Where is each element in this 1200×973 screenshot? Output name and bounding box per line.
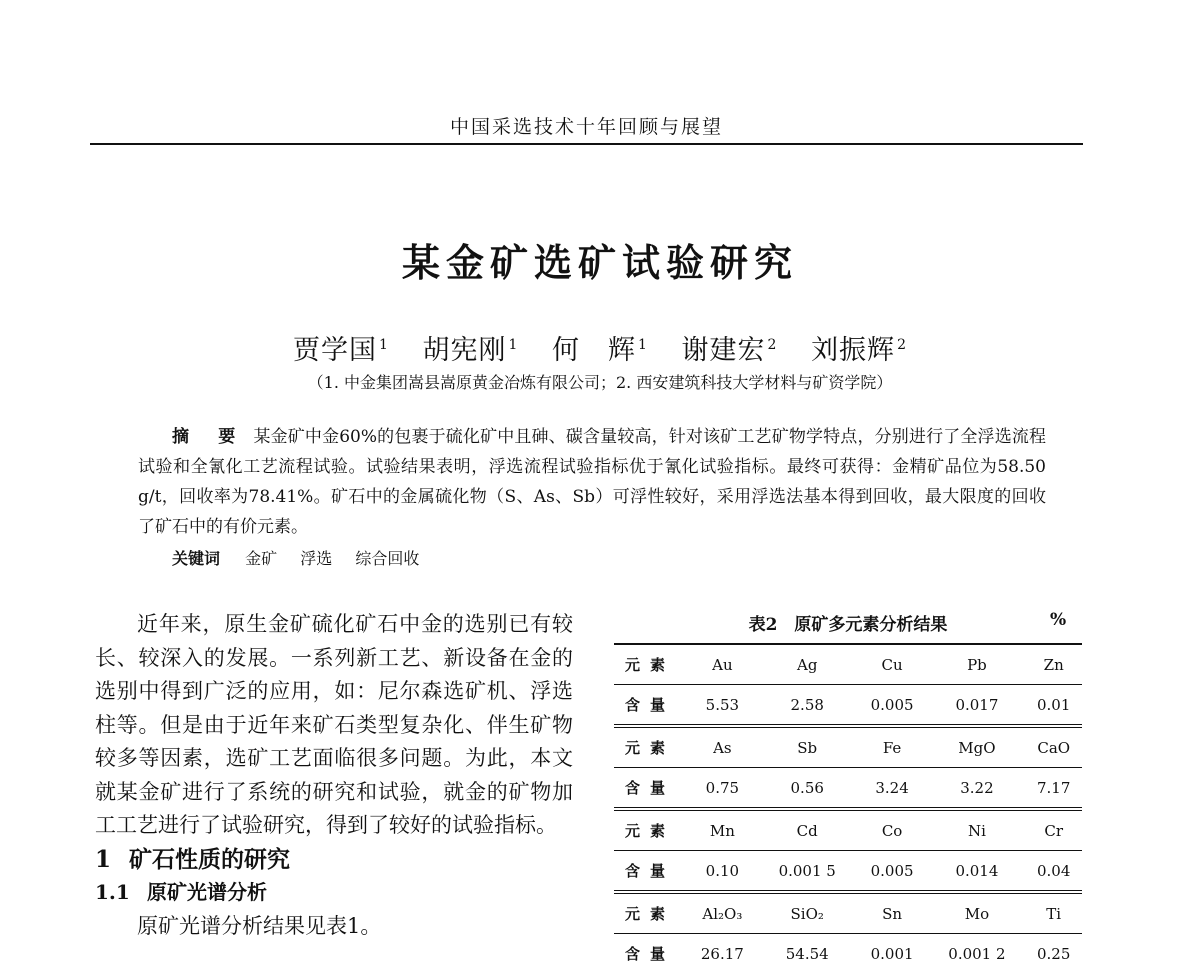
- table-cell: MgO: [928, 726, 1025, 768]
- table-cell: Pb: [928, 644, 1025, 685]
- table-cell: Mo: [928, 892, 1025, 934]
- abstract-label: 摘 要: [172, 427, 241, 447]
- table-cell: Al₂O₃: [686, 892, 759, 934]
- table-cell: Sb: [759, 726, 856, 768]
- keywords-label: 关键词: [172, 549, 220, 568]
- table-cell: 0.005: [856, 851, 929, 893]
- row-label: 元素: [614, 726, 686, 768]
- author-list: [0, 328, 1200, 367]
- paper-title: 某金矿选矿试验研究: [0, 232, 1200, 287]
- author: [552, 335, 648, 366]
- author-name: 刘振辉: [811, 335, 895, 366]
- table-cell: 3.24: [856, 768, 929, 810]
- keywords: [172, 546, 437, 569]
- author: [682, 335, 778, 366]
- table-cell: Au: [686, 644, 759, 685]
- row-label: 含量: [614, 768, 686, 810]
- table-cell: 54.54: [759, 934, 856, 973]
- table-row-values: [614, 851, 1082, 893]
- keyword: 综合回收: [355, 549, 419, 568]
- table-cell: 0.005: [856, 685, 929, 727]
- table-row-elements: [614, 726, 1082, 768]
- affiliations: （1. 中金集团嵩县嵩原黄金冶炼有限公司；2. 西安建筑科技大学材料与矿资学院）: [0, 370, 1200, 393]
- table-cell: 7.17: [1025, 768, 1082, 810]
- author-affiliation-mark: 1: [509, 337, 519, 353]
- abstract-text: 某金矿中金60%的包裹于硫化矿中且砷、碳含量较高，针对该矿工艺矿物学特点，分别进行了全浮选流程试验和全氰化工艺流程试验。试验结果表明，浮选流程试验指标优于氰化试验指标。最终可获得：金精矿品位为58.50 g/t，回收率为78.41%。矿石中的金属硫化物（S、As、Sb）可浮性较好，采用浮选法基本得到回收，最大限度的回收了矿石中的有价元素。: [138, 427, 1046, 537]
- table-cell: Ni: [928, 809, 1025, 851]
- table-row-elements: [614, 809, 1082, 851]
- subsection-title: 原矿光谱分析: [147, 880, 267, 904]
- table-cell: 0.014: [928, 851, 1025, 893]
- author: [293, 335, 389, 366]
- section-title: 矿石性质的研究: [129, 846, 290, 873]
- author: [423, 335, 519, 366]
- row-label: 含量: [614, 685, 686, 727]
- row-label: 元素: [614, 644, 686, 685]
- table-cell: 0.75: [686, 768, 759, 810]
- section-heading: [95, 843, 573, 877]
- table-unit: %: [1050, 610, 1066, 630]
- table-row-values: [614, 768, 1082, 810]
- author-name: 谢建宏: [682, 335, 766, 366]
- running-head: 中国采选技术十年回顾与展望: [90, 112, 1083, 139]
- table-cell: Ag: [759, 644, 856, 685]
- author-affiliation-mark: 2: [768, 337, 778, 353]
- table-cell: 0.001: [856, 934, 929, 973]
- table-cell: 0.01: [1025, 685, 1082, 727]
- table-cell: 2.58: [759, 685, 856, 727]
- keyword: 浮选: [300, 549, 332, 568]
- table-cell: 0.017: [928, 685, 1025, 727]
- section-number: 1: [95, 843, 129, 877]
- subsection-heading: [95, 876, 573, 910]
- table-cell: Mn: [686, 809, 759, 851]
- row-label: 元素: [614, 892, 686, 934]
- table-cell: 0.001 5: [759, 851, 856, 893]
- table-cell: 0.04: [1025, 851, 1082, 893]
- table-cell: 26.17: [686, 934, 759, 973]
- author-affiliation-mark: 1: [638, 337, 648, 353]
- table-cell: Co: [856, 809, 929, 851]
- row-label: 元素: [614, 809, 686, 851]
- author-name: 贾学国: [293, 335, 377, 366]
- table-row-elements: [614, 644, 1082, 685]
- author-affiliation-mark: 1: [379, 337, 389, 353]
- body-left-column: [95, 608, 573, 943]
- table-caption: 表2 原矿多元素分析结果: [614, 610, 1082, 635]
- row-label: 含量: [614, 851, 686, 893]
- author-name: 何 辉: [552, 335, 636, 366]
- table-cell: Fe: [856, 726, 929, 768]
- intro-paragraph: 近年来，原生金矿硫化矿石中金的选别已有较长、较深入的发展。一系列新工艺、新设备在金的选别中得到广泛的应用，如：尼尔森选矿机、浮选柱等。但是由于近年来矿石类型复杂化、伴生矿物较多等因素，选矿工艺面临很多问题。为此，本文就某金矿进行了系统的研究和试验，就金的矿物加工工艺进行了试验研究，得到了较好的试验指标。: [95, 608, 573, 843]
- table-cell: 0.001 2: [928, 934, 1025, 973]
- keyword: 金矿: [245, 549, 277, 568]
- table-cell: 5.53: [686, 685, 759, 727]
- element-analysis-table: [614, 643, 1082, 973]
- abstract: [138, 422, 1046, 542]
- table-cell: Cd: [759, 809, 856, 851]
- author-name: 胡宪刚: [423, 335, 507, 366]
- table-cell: CaO: [1025, 726, 1082, 768]
- table-cell: 0.25: [1025, 934, 1082, 973]
- table-cell: Cu: [856, 644, 929, 685]
- table-cell: Sn: [856, 892, 929, 934]
- table-row-values: [614, 934, 1082, 973]
- body-paragraph: 原矿光谱分析结果见表1。: [95, 910, 573, 944]
- subsection-number: 1.1: [95, 876, 147, 910]
- table-cell: As: [686, 726, 759, 768]
- table-row-values: [614, 685, 1082, 727]
- table-cell: 3.22: [928, 768, 1025, 810]
- header-rule: [90, 143, 1083, 145]
- table-cell: SiO₂: [759, 892, 856, 934]
- author: [811, 335, 907, 366]
- table-row-elements: [614, 892, 1082, 934]
- table-cell: 0.56: [759, 768, 856, 810]
- table-cell: Cr: [1025, 809, 1082, 851]
- author-affiliation-mark: 2: [897, 337, 907, 353]
- table-cell: Zn: [1025, 644, 1082, 685]
- row-label: 含量: [614, 934, 686, 973]
- table-cell: Ti: [1025, 892, 1082, 934]
- table-cell: 0.10: [686, 851, 759, 893]
